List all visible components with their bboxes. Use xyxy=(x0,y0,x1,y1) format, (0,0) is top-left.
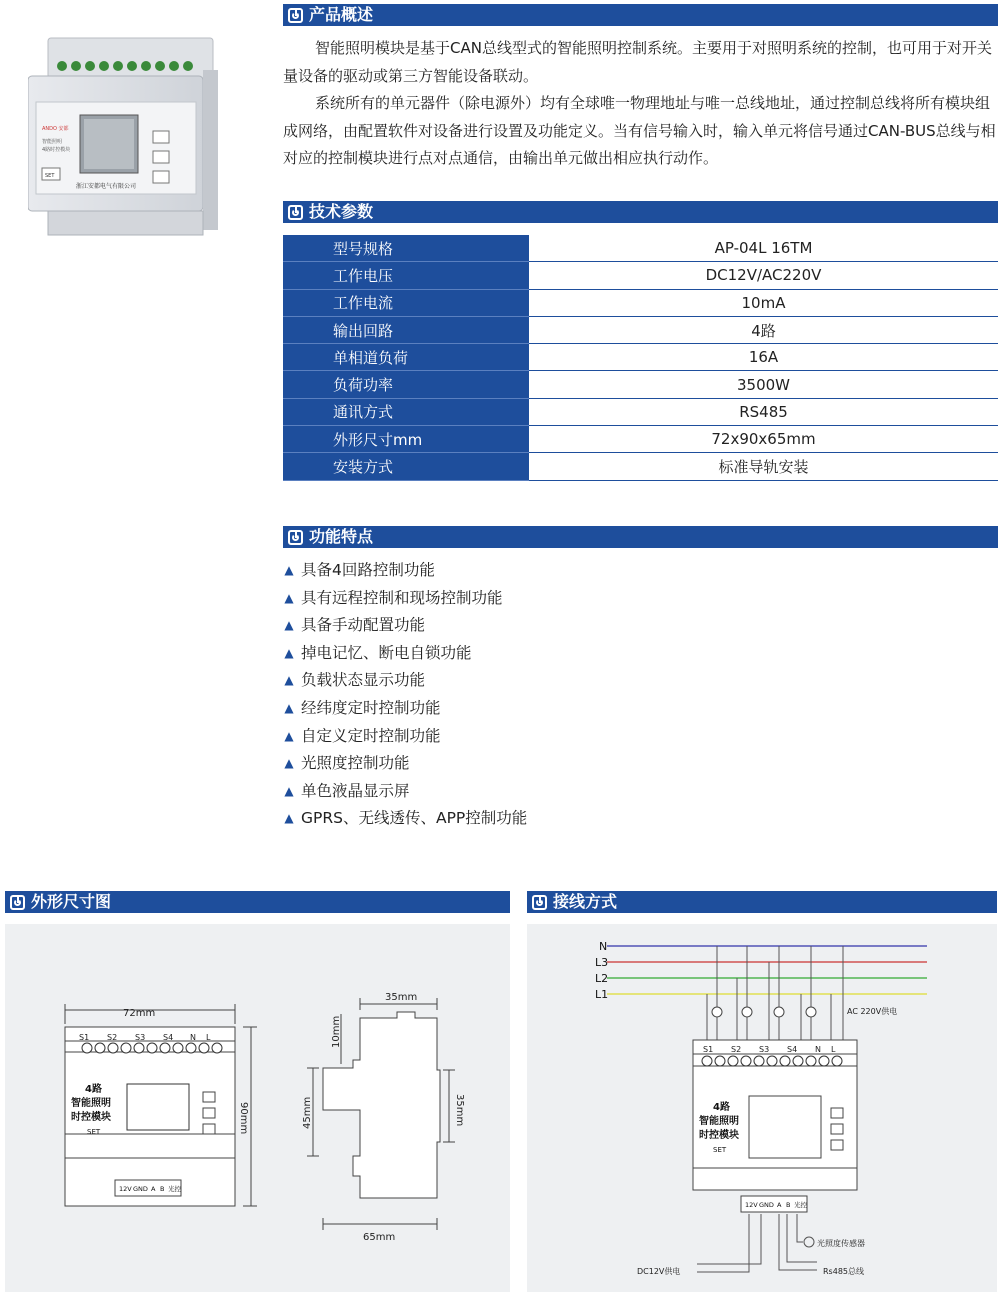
photo-brand: ANDO 安都 xyxy=(42,126,69,132)
feature-text: 负载状态显示功能 xyxy=(301,671,426,690)
terminal-label: L xyxy=(831,1045,836,1054)
spec-value: AP-04L 16TM xyxy=(529,235,998,262)
wiring-diagram xyxy=(527,924,997,1292)
rail-dimension: 35mm xyxy=(454,1094,465,1127)
spec-label: 输出回路 xyxy=(283,316,529,343)
bottom-terminal-label: 12V xyxy=(119,1185,132,1193)
bottom-terminal-label: B xyxy=(786,1201,791,1209)
feature-text: 具备手动配置功能 xyxy=(301,616,426,635)
bottom-terminal-label: GND xyxy=(133,1185,148,1193)
triangle-bullet-icon: ▲ xyxy=(284,590,294,605)
module-label: 时控模块 xyxy=(71,1112,111,1123)
front-dimension: 45mm xyxy=(302,1096,313,1129)
bottom-terminal-label: B xyxy=(160,1185,165,1193)
spec-row xyxy=(283,453,998,480)
wiring-panel xyxy=(527,924,997,1292)
list-item xyxy=(283,778,683,806)
spec-row xyxy=(283,426,998,453)
photo-line2: 4路时控模块 xyxy=(42,147,71,153)
spec-row xyxy=(283,316,998,343)
bottom-terminal-label: 光控 xyxy=(794,1201,807,1209)
bottom-terminal-label: A xyxy=(151,1185,156,1193)
power-icon xyxy=(532,895,547,910)
spec-label: 外形尺寸mm xyxy=(283,426,529,453)
feature-text: 光照度控制功能 xyxy=(301,754,410,773)
list-item xyxy=(283,723,683,751)
spec-row xyxy=(283,344,998,371)
line-label: L3 xyxy=(595,956,609,969)
terminal-label: S2 xyxy=(107,1033,118,1042)
spec-label: 单相道负荷 xyxy=(283,344,529,371)
terminal-label: N xyxy=(815,1045,821,1054)
features-title: 功能特点 xyxy=(309,527,374,546)
step-dimension: 10mm xyxy=(331,1015,342,1048)
bottom-terminal-label: 12V xyxy=(745,1201,758,1209)
power-icon xyxy=(288,205,303,220)
spec-row xyxy=(283,262,998,289)
triangle-bullet-icon: ▲ xyxy=(284,618,294,633)
dimension-diagram xyxy=(5,924,510,1292)
line-label: N xyxy=(599,940,608,953)
dimension-title: 外形尺寸图 xyxy=(31,892,112,911)
line-label: L1 xyxy=(595,988,609,1001)
power-icon xyxy=(288,530,303,545)
triangle-bullet-icon: ▲ xyxy=(284,673,294,688)
triangle-bullet-icon: ▲ xyxy=(284,563,294,577)
terminal-label: S1 xyxy=(703,1045,714,1054)
bottom-terminal-label: 光控 xyxy=(168,1185,181,1193)
module-label: 4路 xyxy=(85,1084,102,1095)
terminal-label: S1 xyxy=(79,1033,90,1042)
spec-value: 标准导轨安装 xyxy=(529,453,998,480)
terminal-label: S3 xyxy=(135,1033,146,1042)
set-label: SET xyxy=(87,1128,101,1136)
feature-text: 具有远程控制和现场控制功能 xyxy=(301,588,503,607)
dimension-header xyxy=(5,891,510,913)
feature-text: 单色液晶显示屏 xyxy=(301,781,410,800)
triangle-bullet-icon: ▲ xyxy=(284,811,294,826)
overview-para-2: 系统所有的单元器件（除电源外）均有全球唯一物理地址与唯一总线地址，通过控制总线将所有模块组成网络，由配置软件对设备进行设置及功能定义。当有信号输入时，输入单元将信号通过CAN-BUS总线与相对应的控制模块进行点对点通信，由输出单元做出相应执行动作。 xyxy=(283,94,996,167)
wiring-title: 接线方式 xyxy=(553,892,618,911)
spec-value: 3500W xyxy=(529,371,998,398)
terminal-label: L xyxy=(206,1033,211,1042)
module-label: 智能照明 xyxy=(71,1098,111,1109)
triangle-bullet-icon: ▲ xyxy=(284,645,294,660)
dc-label: DC12V供电 xyxy=(637,1267,681,1276)
feature-text: 经纬度定时控制功能 xyxy=(301,698,441,717)
spec-value: 72x90x65mm xyxy=(529,426,998,453)
feature-text: 掉电记忆、断电自锁功能 xyxy=(301,643,472,662)
wiring-header xyxy=(527,891,997,913)
tech-title: 技术参数 xyxy=(309,202,374,221)
spec-row xyxy=(283,371,998,398)
ac-label: AC 220V供电 xyxy=(847,1007,898,1016)
triangle-bullet-icon: ▲ xyxy=(284,756,294,771)
spec-row xyxy=(283,235,998,262)
feature-text: GPRS、无线透传、APP控制功能 xyxy=(301,809,528,828)
photo-company: 浙江安都电气有限公司 xyxy=(76,183,137,190)
product-photo xyxy=(28,30,228,245)
spec-label: 安装方式 xyxy=(283,453,529,480)
features-header xyxy=(283,526,998,548)
spec-label: 负荷功率 xyxy=(283,371,529,398)
terminal-label: N xyxy=(190,1033,196,1042)
list-item xyxy=(283,805,683,833)
spec-value: 4路 xyxy=(529,316,998,343)
spec-row xyxy=(283,289,998,316)
overview-title: 产品概述 xyxy=(309,5,374,24)
width-dimension: 72mm xyxy=(123,1008,156,1019)
height-dimension: 90mm xyxy=(238,1102,249,1135)
tech-header xyxy=(283,201,998,223)
spec-table xyxy=(283,235,998,481)
module-label: 时控模块 xyxy=(699,1130,739,1141)
photo-set: SET xyxy=(45,173,55,179)
spec-value: DC12V/AC220V xyxy=(529,262,998,289)
line-label: L2 xyxy=(595,972,609,985)
feature-list xyxy=(283,557,683,833)
overview-text xyxy=(283,35,998,173)
set-label: SET xyxy=(713,1146,727,1154)
depth-dimension: 65mm xyxy=(363,1232,396,1243)
triangle-bullet-icon: ▲ xyxy=(284,783,294,798)
list-item xyxy=(283,750,683,778)
spec-value: 10mA xyxy=(529,289,998,316)
feature-text: 具备4回路控制功能 xyxy=(301,561,435,579)
list-item xyxy=(283,695,683,723)
sensor-label: 光照度传感器 xyxy=(817,1239,865,1248)
spec-row xyxy=(283,398,998,425)
bottom-terminal-label: A xyxy=(777,1201,782,1209)
module-label: 4路 xyxy=(713,1102,730,1113)
terminal-label: S2 xyxy=(731,1045,742,1054)
power-icon xyxy=(288,8,303,23)
spec-value: 16A xyxy=(529,344,998,371)
list-item xyxy=(283,640,683,668)
rs485-label: Rs485总线 xyxy=(823,1267,864,1276)
spec-label: 工作电流 xyxy=(283,289,529,316)
overview-header xyxy=(283,4,998,26)
spec-label: 型号规格 xyxy=(283,235,529,262)
feature-text: 自定义定时控制功能 xyxy=(301,726,441,745)
terminal-label: S3 xyxy=(759,1045,770,1054)
triangle-bullet-icon: ▲ xyxy=(284,728,294,743)
spec-label: 通讯方式 xyxy=(283,398,529,425)
power-icon xyxy=(10,895,25,910)
triangle-bullet-icon: ▲ xyxy=(284,700,294,715)
terminal-label: S4 xyxy=(163,1033,174,1042)
list-item xyxy=(283,557,683,585)
module-label: 智能照明 xyxy=(699,1116,739,1127)
list-item xyxy=(283,667,683,695)
list-item xyxy=(283,612,683,640)
spec-value: RS485 xyxy=(529,398,998,425)
terminal-label: S4 xyxy=(787,1045,798,1054)
top-dimension: 35mm xyxy=(385,992,418,1003)
dimension-panel xyxy=(5,924,510,1292)
overview-para-1: 智能照明模块是基于CAN总线型式的智能照明控制系统。主要用于对照明系统的控制，也可用于对开关量设备的驱动或第三方智能设备联动。 xyxy=(283,39,992,85)
bottom-terminal-label: GND xyxy=(759,1201,774,1209)
photo-line1: 智能照明 xyxy=(42,139,63,145)
list-item xyxy=(283,585,683,613)
spec-label: 工作电压 xyxy=(283,262,529,289)
